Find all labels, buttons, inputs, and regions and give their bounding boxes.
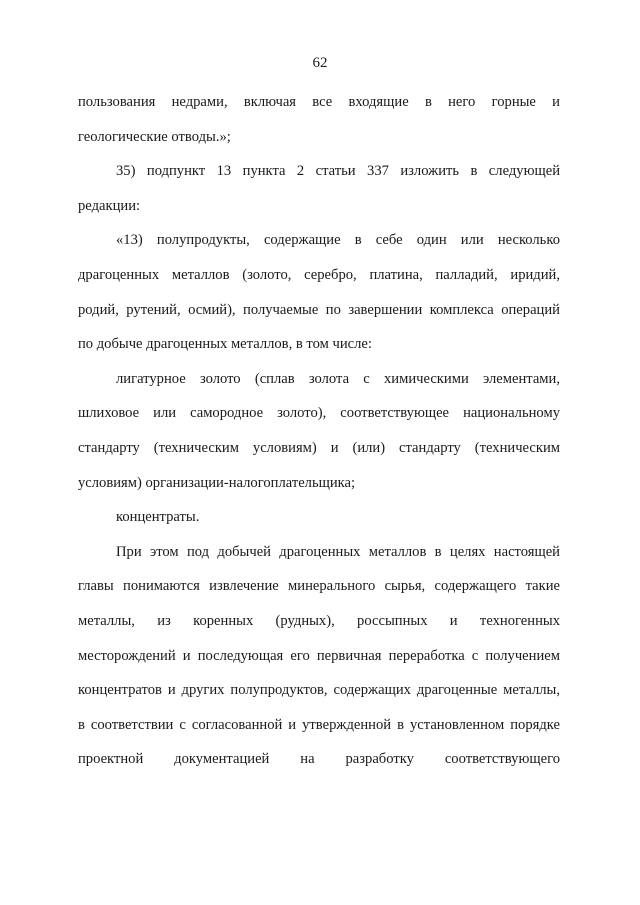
page-number: 62: [312, 55, 328, 71]
text-line: родий, рутений, осмий), получаемые по завершении комплекса операций: [78, 301, 560, 318]
text-line: условиям) организации-налогоплательщика;: [78, 474, 356, 491]
text-line: по добыче драгоценных металлов, в том числе:: [78, 336, 372, 353]
text-line: пользования недрами, включая все входящие в него горные и: [78, 94, 560, 110]
text-line: При этом под добычей драгоценных металлов в целях настоящей: [116, 543, 560, 560]
text-line: драгоценных металлов (золото, серебро, платина, палладий, иридий,: [78, 266, 560, 283]
text-line: в соответствии с согласованной и утвержденной в установленном порядке: [78, 716, 560, 733]
text-line: главы понимаются извлечение минерального сырья, содержащего такие: [78, 578, 560, 595]
text-line: редакции:: [78, 197, 141, 214]
text-line: «13) полупродукты, содержащие в себе один или несколько: [116, 232, 560, 249]
text-line: 35) подпункт 13 пункта 2 статьи 337 изложить в следующей: [116, 163, 560, 180]
text-line: месторождений и последующая его первичная переработка с получением: [78, 647, 560, 664]
text-line: стандарту (техническим условиям) и (или) стандарту (техническим: [78, 439, 560, 456]
text-line: металлы, из коренных (рудных), россыпных и техногенных: [78, 612, 560, 629]
text-line: проектной документацией на разработку соответствующего: [78, 751, 560, 768]
text-line: лигатурное золото (сплав золота с химическими элементами,: [116, 370, 560, 387]
text-line: шлиховое или самородное золото), соответствующее национальному: [78, 405, 560, 422]
document-body: [78, 90, 560, 782]
text-line: концентратов и других полупродуктов, содержащих драгоценные металлы,: [78, 682, 560, 699]
text-line: концентраты.: [116, 509, 200, 526]
text-line: геологические отводы.»;: [78, 128, 231, 145]
